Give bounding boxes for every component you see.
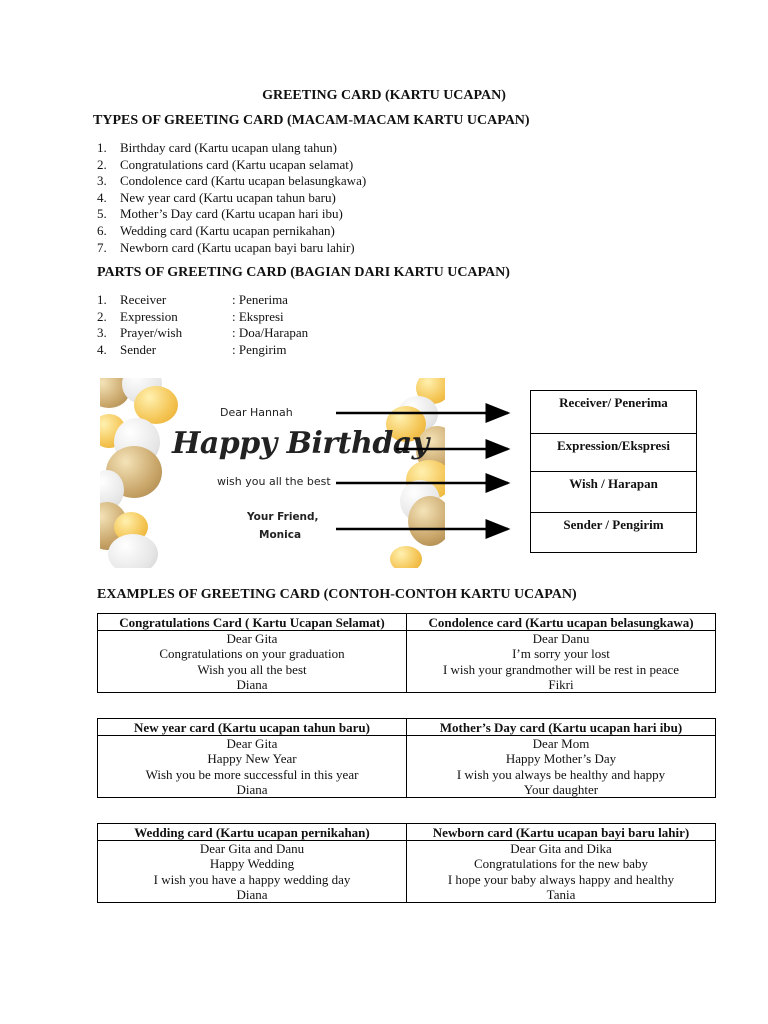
card-line: Dear Gita: [226, 631, 278, 646]
examples-table-2: [97, 718, 716, 798]
page-title: GREETING CARD (KARTU UCAPAN): [262, 88, 506, 103]
card-line: Happy New Year: [207, 751, 297, 767]
card-sender-line2: Monica: [259, 529, 302, 541]
part-label: Sender: [120, 341, 157, 357]
part-label: Receiver: [120, 292, 167, 307]
card-sender-line1: Your Friend,: [247, 511, 319, 523]
card-line: Congratulations on your graduation: [159, 646, 345, 662]
table-header-newborn: Newborn card (Kartu ucapan bayi baru lahir): [407, 824, 716, 841]
card-line: Diana: [236, 676, 268, 692]
types-heading: TYPES OF GREETING CARD (MACAM-MACAM KARTU UCAPAN): [93, 113, 530, 128]
table-header-congratulations: Congratulations Card ( Kartu Ucapan Selamat): [98, 614, 407, 631]
list-number: 4.: [97, 189, 107, 205]
parts-label-box: [530, 390, 697, 553]
card-line: Dear Gita and Danu: [199, 841, 305, 856]
list-text: Condolence card (Kartu ucapan belasungkawa): [120, 173, 367, 189]
list-number: 1.: [97, 292, 107, 307]
list-text: Mother’s Day card (Kartu ucapan hari ibu): [120, 206, 343, 222]
card-line: Fikri: [548, 676, 574, 692]
list-text: Congratulations card (Kartu ucapan selamat): [120, 156, 354, 172]
list-text: Wedding card (Kartu ucapan pernikahan): [120, 222, 335, 238]
card-line: Diana: [236, 886, 268, 902]
card-line: Happy Mother’s Day: [505, 751, 617, 767]
card-line: Wish you be more successful in this year: [145, 766, 359, 782]
card-line: Diana: [236, 781, 268, 797]
parts-label-wish: Wish / Harapan: [569, 476, 658, 491]
table-cell: [98, 631, 407, 693]
card-line: I wish your grandmother will be rest in peace: [442, 661, 680, 677]
part-label: Prayer/wish: [120, 325, 183, 341]
card-line: Wish you all the best: [197, 661, 307, 677]
list-number: 4.: [97, 341, 107, 357]
list-number: 5.: [97, 206, 107, 222]
table-cell: [407, 841, 716, 903]
part-label: Expression: [120, 308, 178, 324]
card-wish-text: wish you all the best: [217, 475, 331, 488]
table-header-mothers-day: Mother’s Day card (Kartu ucapan hari ibu): [407, 719, 716, 736]
card-line: Dear Mom: [532, 736, 590, 751]
divider: [531, 512, 696, 513]
parts-heading: PARTS OF GREETING CARD (BAGIAN DARI KARTU UCAPAN): [97, 265, 510, 280]
list-text: Birthday card (Kartu ucapan ulang tahun): [120, 140, 337, 155]
examples-table-3: [97, 823, 716, 903]
parts-label-receiver: Receiver/ Penerima: [559, 395, 668, 410]
card-line: I wish you always be healthy and happy: [456, 766, 666, 782]
list-number: 2.: [97, 308, 107, 324]
list-text: Newborn card (Kartu ucapan bayi baru lahir): [120, 239, 355, 255]
card-line: Tania: [546, 886, 576, 902]
table-cell: [407, 631, 716, 693]
card-line: Happy Wedding: [209, 856, 295, 872]
card-line: Congratulations for the new baby: [473, 856, 648, 872]
divider: [531, 471, 696, 472]
card-line: I’m sorry your lost: [512, 646, 610, 662]
list-number: 3.: [97, 325, 107, 341]
part-value: : Pengirim: [232, 341, 287, 357]
table-cell: [407, 736, 716, 798]
divider: [531, 433, 696, 434]
card-line: I hope your baby always happy and healthy: [447, 871, 675, 887]
list-number: 1.: [97, 140, 107, 155]
card-line: Your daughter: [523, 781, 599, 797]
list-number: 6.: [97, 222, 107, 238]
list-text: New year card (Kartu ucapan tahun baru): [120, 189, 336, 205]
card-line: I wish you have a happy wedding day: [153, 871, 351, 887]
table-cell: [98, 841, 407, 903]
part-value: : Doa/Harapan: [232, 325, 309, 341]
list-number: 3.: [97, 173, 107, 189]
part-value: : Ekspresi: [232, 308, 284, 324]
table-cell: [98, 736, 407, 798]
part-value: : Penerima: [232, 292, 288, 307]
examples-table-1: [97, 613, 716, 693]
table-header-new-year: New year card (Kartu ucapan tahun baru): [98, 719, 407, 736]
card-expression-text: Happy Birthday: [172, 426, 429, 461]
card-line: Dear Danu: [532, 631, 590, 646]
list-number: 7.: [97, 239, 107, 255]
parts-label-sender: Sender / Pengirim: [563, 517, 664, 532]
table-header-wedding: Wedding card (Kartu ucapan pernikahan): [98, 824, 407, 841]
card-line: Dear Gita and Dika: [510, 841, 612, 856]
list-number: 2.: [97, 156, 107, 172]
parts-label-expression: Expression/Ekspresi: [557, 438, 670, 453]
card-receiver-text: Dear Hannah: [220, 406, 293, 419]
table-header-condolence: Condolence card (Kartu ucapan belasungkawa): [407, 614, 716, 631]
examples-heading: EXAMPLES OF GREETING CARD (CONTOH-CONTOH KARTU UCAPAN): [97, 587, 577, 602]
card-line: Dear Gita: [226, 736, 278, 751]
